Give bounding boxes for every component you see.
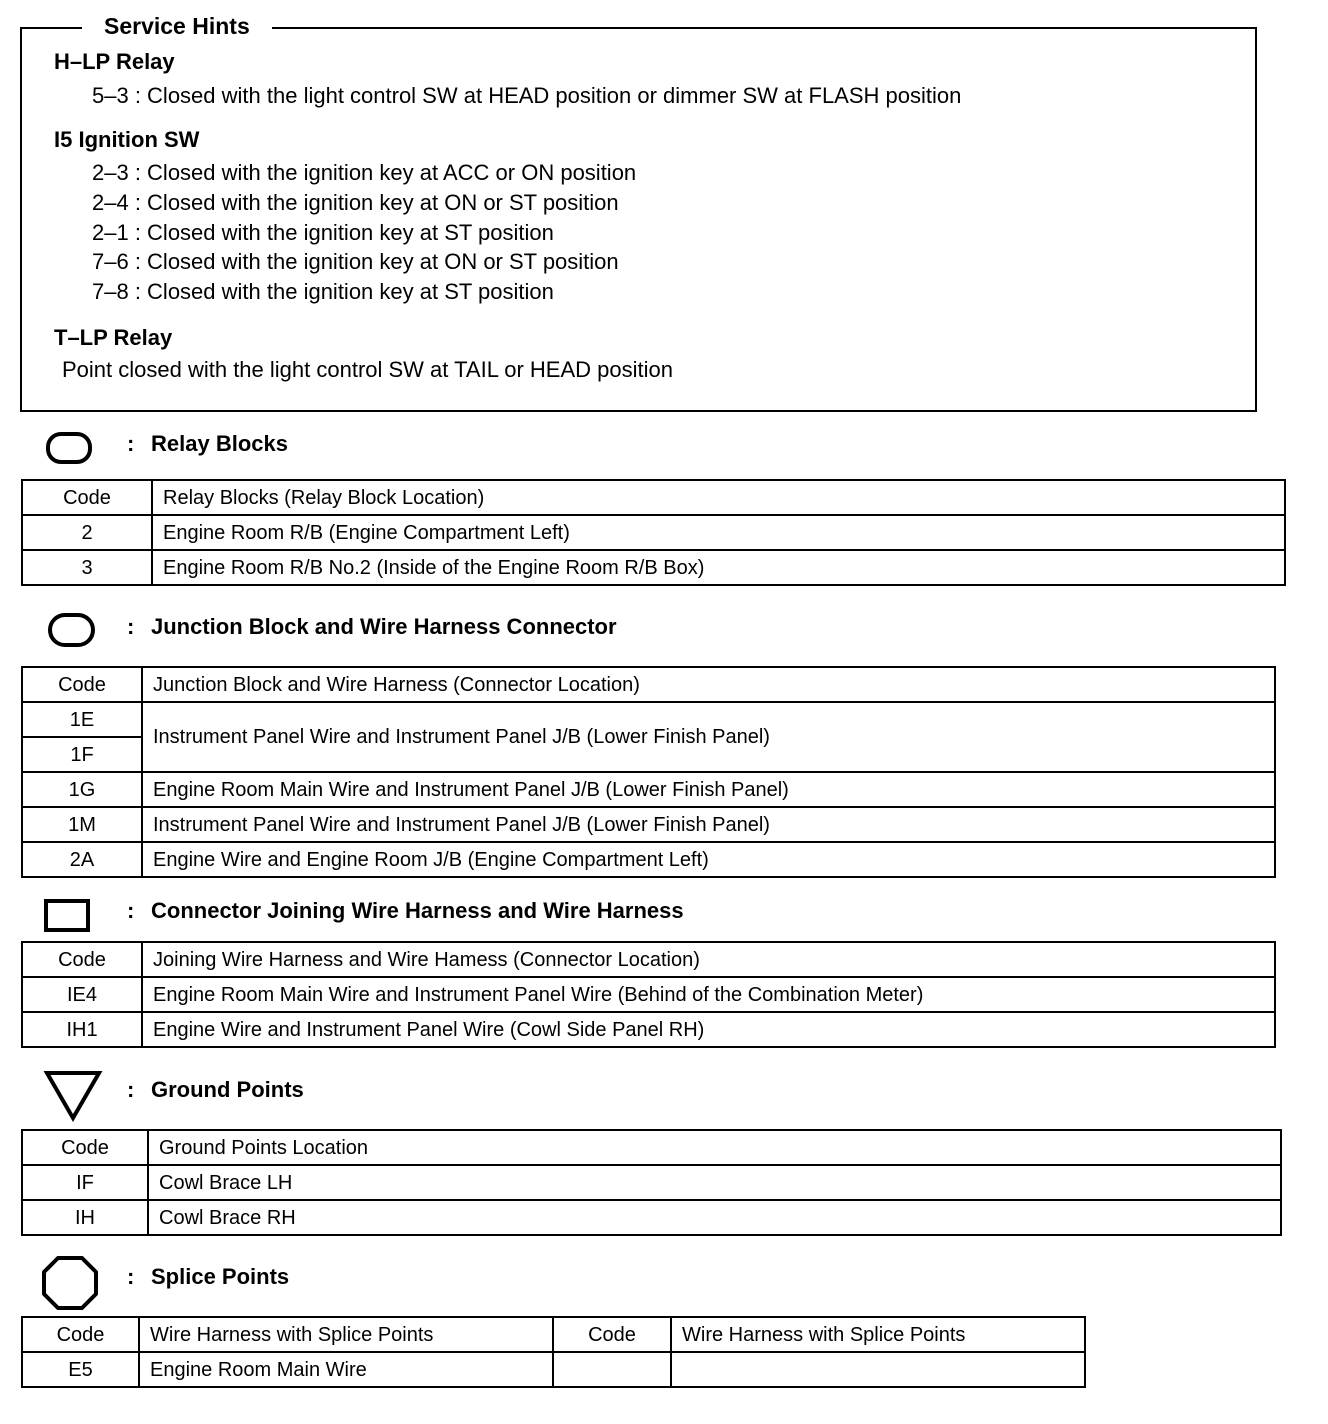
section-colon: :	[127, 1264, 135, 1289]
table-row	[22, 702, 1275, 737]
hint-heading-ignition-sw: I5 Ignition SW	[54, 127, 200, 152]
table-row	[22, 550, 1285, 585]
header-code: Code	[22, 1317, 139, 1352]
connector-joining-table	[21, 941, 1276, 1048]
oval-icon	[46, 611, 98, 649]
table-header-row	[22, 1317, 1085, 1352]
hint-heading-hlp-relay: H–LP Relay	[54, 49, 175, 74]
section-colon: :	[127, 898, 135, 923]
connector-joining-title: Connector Joining Wire Harness and Wire Harness	[151, 898, 684, 923]
header-code: Code	[22, 942, 142, 977]
relay-blocks-table	[21, 479, 1286, 586]
row-description: Engine Room Main Wire and Instrument Panel J/B (Lower Finish Panel)	[142, 772, 1275, 807]
triangle-down-icon	[42, 1068, 104, 1124]
row-description: Engine Wire and Engine Room J/B (Engine Compartment Left)	[142, 842, 1275, 877]
splice-points-title: Splice Points	[151, 1264, 290, 1289]
junction-block-title: Junction Block and Wire Harness Connector	[151, 614, 617, 639]
hint-line: 7–6 : Closed with the ignition key at ON or ST position	[92, 249, 619, 274]
hint-line: 5–3 : Closed with the light control SW at HEAD position or dimmer SW at FLASH position	[92, 83, 962, 108]
row-code: 1F	[22, 737, 142, 772]
row-code: IE4	[22, 977, 142, 1012]
hint-line: 2–1 : Closed with the ignition key at ST position	[92, 220, 554, 245]
service-hints-title: Service Hints	[82, 8, 272, 44]
row-description	[671, 1352, 1085, 1387]
row-description: Instrument Panel Wire and Instrument Panel J/B (Lower Finish Panel)	[142, 702, 1275, 772]
section-colon: :	[127, 1077, 135, 1102]
table-row	[22, 1012, 1275, 1047]
row-description: Instrument Panel Wire and Instrument Panel J/B (Lower Finish Panel)	[142, 807, 1275, 842]
relay-blocks-title: Relay Blocks	[151, 431, 288, 456]
junction-block-table	[21, 666, 1276, 878]
row-code: 2	[22, 515, 152, 550]
row-description: Cowl Brace LH	[148, 1165, 1281, 1200]
section-colon: :	[127, 614, 135, 639]
table-row	[22, 1352, 1085, 1387]
row-code: 1G	[22, 772, 142, 807]
header-code: Code	[22, 1130, 148, 1165]
table-header-row	[22, 480, 1285, 515]
table-row	[22, 1200, 1281, 1235]
header-description: Joining Wire Harness and Wire Hamess (Connector Location)	[142, 942, 1275, 977]
row-code: 1E	[22, 702, 142, 737]
ground-points-title: Ground Points	[151, 1077, 304, 1102]
header-description: Wire Harness with Splice Points	[671, 1317, 1085, 1352]
table-row	[22, 1165, 1281, 1200]
row-code: IH1	[22, 1012, 142, 1047]
hint-heading-tlp-relay: T–LP Relay	[54, 325, 173, 350]
table-header-row	[22, 1130, 1281, 1165]
hint-line: 7–8 : Closed with the ignition key at ST position	[92, 279, 554, 304]
row-code: 1M	[22, 807, 142, 842]
row-code: IF	[22, 1165, 148, 1200]
row-description: Engine Room Main Wire	[139, 1352, 553, 1387]
octagon-icon	[40, 1254, 100, 1312]
hint-line: 2–3 : Closed with the ignition key at ACC or ON position	[92, 160, 637, 185]
row-code: IH	[22, 1200, 148, 1235]
rectangle-icon	[42, 897, 92, 935]
header-description: Ground Points Location	[148, 1130, 1281, 1165]
table-row	[22, 515, 1285, 550]
row-description: Engine Room R/B (Engine Compartment Left)	[152, 515, 1285, 550]
table-row	[22, 977, 1275, 1012]
row-description: Engine Room Main Wire and Instrument Panel Wire (Behind of the Combination Meter)	[142, 977, 1275, 1012]
row-code: E5	[22, 1352, 139, 1387]
header-code: Code	[22, 667, 142, 702]
row-code: 2A	[22, 842, 142, 877]
table-row	[22, 842, 1275, 877]
header-code: Code	[22, 480, 152, 515]
row-description: Cowl Brace RH	[148, 1200, 1281, 1235]
header-description: Junction Block and Wire Harness (Connector Location)	[142, 667, 1275, 702]
table-row	[22, 772, 1275, 807]
header-code: Code	[553, 1317, 671, 1352]
header-description: Wire Harness with Splice Points	[139, 1317, 553, 1352]
splice-points-table	[21, 1316, 1086, 1388]
table-header-row	[22, 667, 1275, 702]
rounded-rect-icon	[44, 430, 94, 466]
section-colon: :	[127, 431, 135, 456]
table-header-row	[22, 942, 1275, 977]
row-code: 3	[22, 550, 152, 585]
row-description: Engine Wire and Instrument Panel Wire (Cowl Side Panel RH)	[142, 1012, 1275, 1047]
row-description: Engine Room R/B No.2 (Inside of the Engine Room R/B Box)	[152, 550, 1285, 585]
hint-line: 2–4 : Closed with the ignition key at ON or ST position	[92, 190, 619, 215]
table-row	[22, 807, 1275, 842]
ground-points-table	[21, 1129, 1282, 1236]
row-code	[553, 1352, 671, 1387]
header-description: Relay Blocks (Relay Block Location)	[152, 480, 1285, 515]
hint-line: Point closed with the light control SW at TAIL or HEAD position	[62, 357, 673, 382]
